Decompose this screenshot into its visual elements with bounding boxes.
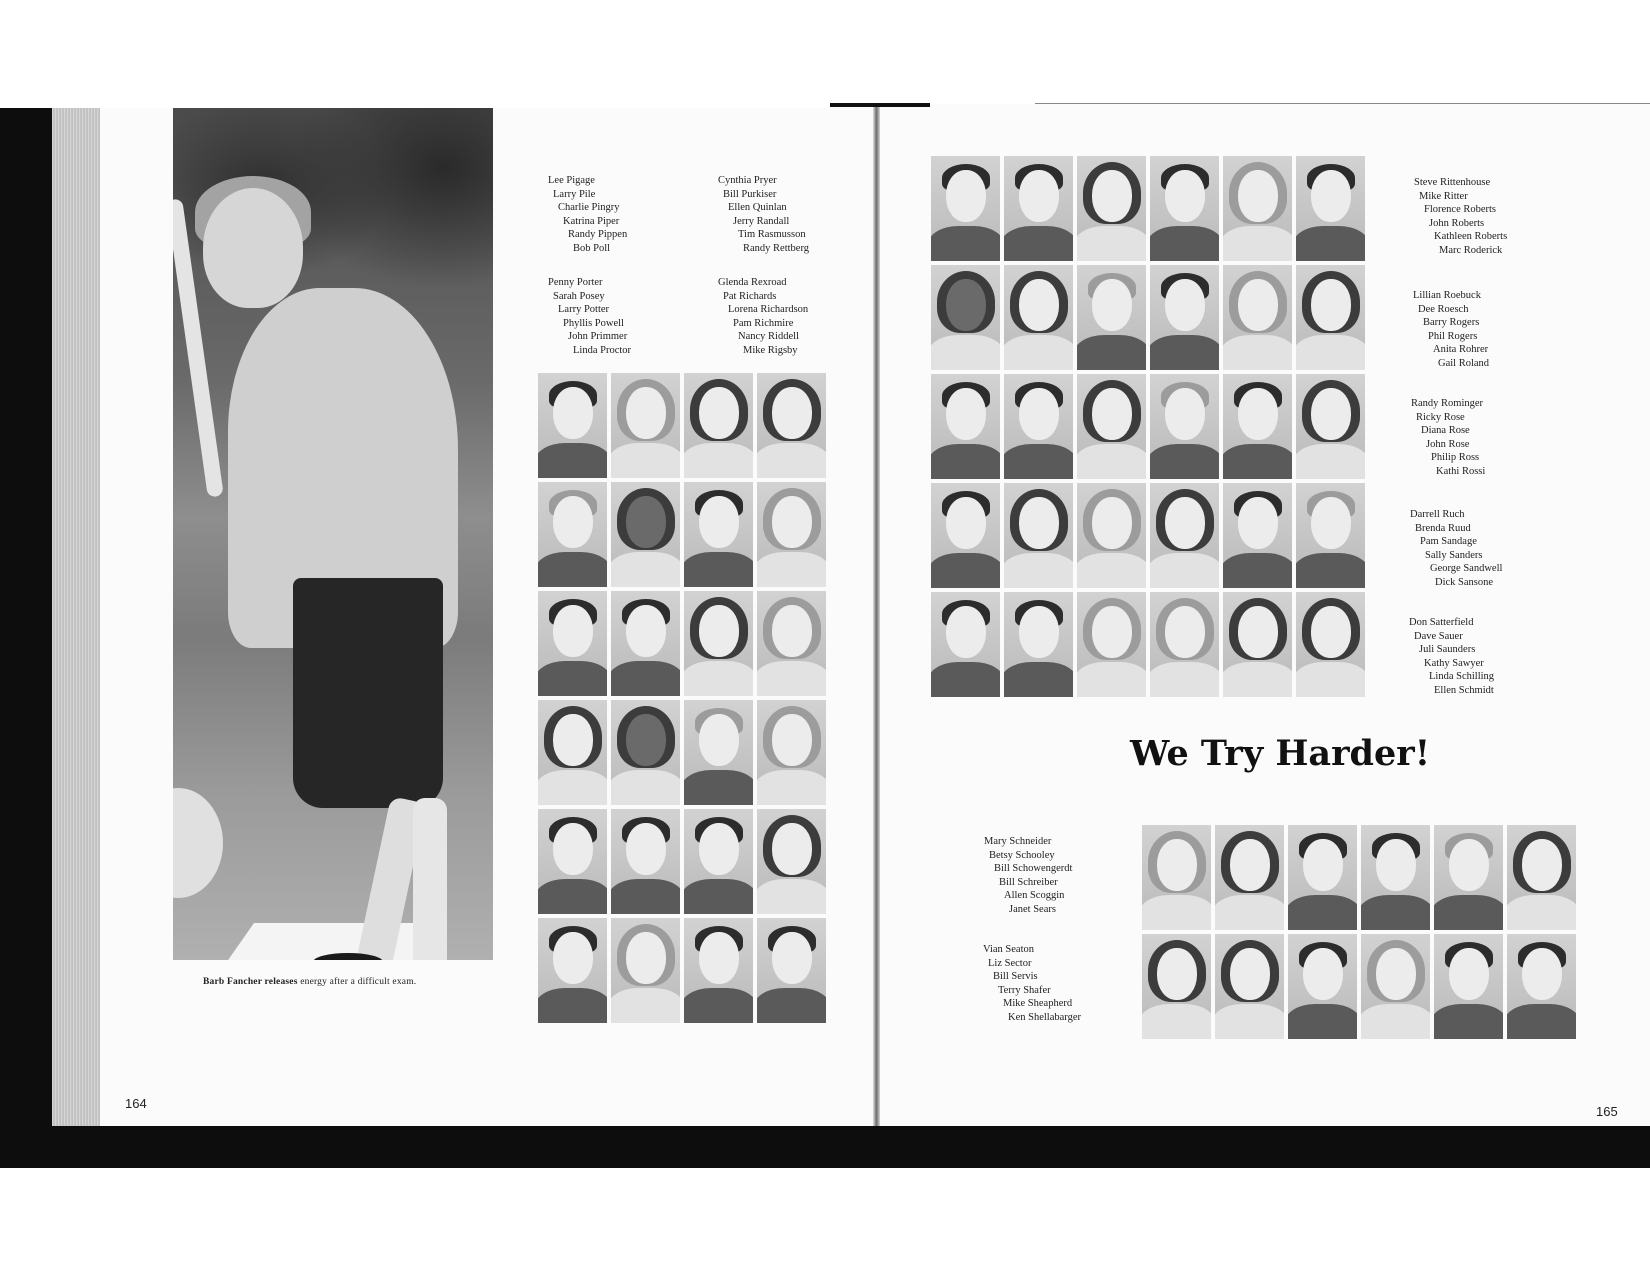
name-item: Pat Richards [723, 290, 777, 302]
name-item: Allen Scoggin [1004, 890, 1065, 902]
name-item: Nancy Riddell [738, 331, 799, 343]
name-item: Randy Rettberg [743, 242, 810, 254]
portrait-photo [684, 809, 753, 914]
page-headline: We Try Harder! [1130, 733, 1431, 774]
name-item: Pam Richmire [733, 317, 794, 329]
name-item: Phil Rogers [1428, 330, 1478, 342]
portrait-photo [757, 700, 826, 805]
page-top-edge [1035, 103, 1650, 104]
name-item: Larry Pile [553, 188, 596, 200]
portrait-photo [611, 373, 680, 478]
name-item: Penny Porter [548, 277, 603, 288]
portrait-photo [1296, 265, 1365, 370]
name-item: Diana Rose [1421, 425, 1470, 437]
portrait-photo [757, 591, 826, 696]
portrait-photo [684, 373, 753, 478]
portrait-photo [1296, 483, 1365, 588]
name-item: Ellen Quinlan [728, 202, 787, 214]
portrait-photo [1077, 156, 1146, 261]
name-item: Gail Roland [1438, 357, 1490, 369]
name-item: Janet Sears [1009, 903, 1056, 915]
name-item: Bill Schreiber [999, 876, 1058, 888]
name-item: Dave Sauer [1414, 630, 1463, 642]
portrait-photo [931, 483, 1000, 588]
caption-text: energy after a difficult exam. [300, 977, 417, 987]
portrait-photo [1507, 934, 1576, 1039]
portrait-photo [931, 156, 1000, 261]
portrait-photo [1296, 156, 1365, 261]
name-list-right-3 [1411, 397, 1485, 479]
name-item: Liz Sector [988, 957, 1032, 969]
name-item: Bill Servis [993, 971, 1038, 983]
portrait-photo [1288, 825, 1357, 930]
name-item: Charlie Pingry [558, 202, 620, 214]
name-list-right-1 [1414, 176, 1507, 258]
name-item: Lorena Richardson [728, 304, 809, 316]
name-item: Sally Sanders [1425, 549, 1483, 561]
portrait-photo [1361, 825, 1430, 930]
caption-bold: Barb Fancher releases [203, 977, 298, 987]
name-list-left-2 [718, 174, 809, 256]
portrait-photo [1361, 934, 1430, 1039]
name-item: Pam Sandage [1420, 536, 1477, 548]
name-item: Kathleen Roberts [1434, 231, 1508, 243]
name-item: John Roberts [1429, 217, 1485, 229]
portrait-photo [1223, 483, 1292, 588]
name-list-right-4 [1410, 508, 1502, 590]
portrait-photo [1215, 825, 1284, 930]
portrait-photo [684, 700, 753, 805]
page-number-left: 164 [125, 1096, 147, 1111]
portrait-photo [1142, 934, 1211, 1039]
portrait-photo [1434, 825, 1503, 930]
portrait-photo [1223, 156, 1292, 261]
portrait-photo [611, 591, 680, 696]
portrait-photo [684, 591, 753, 696]
portrait-photo [1004, 374, 1073, 479]
portrait-photo [1150, 374, 1219, 479]
name-item: Ellen Schmidt [1434, 684, 1494, 696]
name-item: Kathy Sawyer [1424, 657, 1484, 669]
portrait-photo [538, 809, 607, 914]
name-item: John Rose [1426, 438, 1470, 450]
name-item: Glenda Rexroad [718, 277, 787, 288]
portrait-photo [1296, 592, 1365, 697]
name-item: Larry Potter [558, 304, 610, 316]
name-item: Betsy Schooley [989, 849, 1055, 861]
name-item: Don Satterfield [1409, 617, 1474, 628]
name-item: Philip Ross [1431, 452, 1480, 464]
portrait-photo [1077, 374, 1146, 479]
name-item: Phyllis Powell [563, 317, 624, 329]
name-list-left-1 [548, 174, 627, 256]
name-list-right-6 [984, 835, 1072, 917]
name-item: Marc Roderick [1439, 244, 1503, 256]
name-item: Lee Pigage [548, 175, 595, 186]
portrait-photo [1150, 483, 1219, 588]
portrait-photo [757, 482, 826, 587]
name-item: Mary Schneider [984, 836, 1052, 847]
name-item: Terry Shafer [998, 984, 1051, 996]
name-item: Mike Sheapherd [1003, 998, 1073, 1010]
batter-photo [173, 108, 493, 960]
portrait-photo [1150, 265, 1219, 370]
portrait-photo [1223, 374, 1292, 479]
name-item: Mike Ritter [1419, 190, 1468, 202]
name-list-right-7 [983, 943, 1081, 1025]
name-item: Linda Schilling [1429, 671, 1495, 683]
name-item: Bill Purkiser [723, 188, 777, 200]
page-number-right: 165 [1596, 1104, 1618, 1119]
name-item: Bill Schowengerdt [994, 863, 1073, 875]
portrait-photo [931, 592, 1000, 697]
portrait-photo [538, 373, 607, 478]
name-item: John Primmer [568, 331, 628, 343]
name-item: Steve Rittenhouse [1414, 177, 1491, 188]
portrait-photo [1077, 265, 1146, 370]
portrait-photo [611, 700, 680, 805]
name-item: Florence Roberts [1424, 204, 1497, 216]
portrait-photo [1223, 265, 1292, 370]
portrait-photo [1223, 592, 1292, 697]
page-top-mark [830, 103, 930, 107]
name-item: Brenda Ruud [1415, 522, 1471, 534]
portrait-photo [1004, 156, 1073, 261]
name-item: Ricky Rose [1416, 411, 1465, 423]
name-item: Randy Rominger [1411, 398, 1484, 409]
portrait-grid-left [538, 373, 826, 1023]
portrait-photo [1004, 592, 1073, 697]
portrait-grid-right-bottom [1142, 825, 1576, 1039]
portrait-photo [1142, 825, 1211, 930]
portrait-photo [1077, 592, 1146, 697]
portrait-photo [684, 918, 753, 1023]
name-item: Cynthia Pryer [718, 175, 777, 186]
name-item: Vian Seaton [983, 944, 1034, 955]
portrait-photo [1077, 483, 1146, 588]
name-item: Bob Poll [573, 242, 611, 254]
portrait-photo [1215, 934, 1284, 1039]
portrait-photo [611, 809, 680, 914]
name-item: Linda Proctor [573, 344, 632, 356]
name-item: Tim Rasmusson [738, 229, 806, 241]
portrait-photo [1004, 483, 1073, 588]
name-item: Kathi Rossi [1436, 465, 1486, 477]
photo-caption [203, 977, 503, 987]
name-item: Sarah Posey [553, 290, 605, 302]
portrait-photo [538, 700, 607, 805]
portrait-photo [684, 482, 753, 587]
name-list-right-5 [1409, 616, 1494, 698]
name-list-left-4 [718, 276, 808, 358]
name-item: Anita Rohrer [1433, 344, 1489, 356]
portrait-photo [538, 482, 607, 587]
name-item: Dee Roesch [1418, 303, 1469, 315]
name-item: Jerry Randall [733, 215, 790, 227]
portrait-grid-right-top [931, 156, 1365, 697]
portrait-photo [931, 265, 1000, 370]
name-item: Randy Pippen [568, 229, 628, 241]
portrait-photo [1288, 934, 1357, 1039]
portrait-photo [931, 374, 1000, 479]
portrait-photo [757, 373, 826, 478]
portrait-photo [1150, 156, 1219, 261]
name-item: Mike Rigsby [743, 344, 798, 356]
name-item: Katrina Piper [563, 215, 620, 227]
portrait-photo [1004, 265, 1073, 370]
name-item: Lillian Roebuck [1413, 290, 1481, 301]
portrait-photo [538, 918, 607, 1023]
name-item: Ken Shellabarger [1008, 1011, 1081, 1023]
portrait-photo [611, 918, 680, 1023]
name-item: Darrell Ruch [1410, 509, 1465, 520]
name-list-right-2 [1413, 289, 1489, 371]
portrait-photo [1507, 825, 1576, 930]
name-item: Dick Sansone [1435, 576, 1494, 588]
book-spine [873, 104, 880, 1126]
portrait-photo [611, 482, 680, 587]
portrait-photo [757, 809, 826, 914]
portrait-photo [1434, 934, 1503, 1039]
portrait-photo [538, 591, 607, 696]
portrait-photo [757, 918, 826, 1023]
name-item: Juli Saunders [1419, 644, 1476, 656]
name-item: Barry Rogers [1423, 317, 1480, 329]
portrait-photo [1150, 592, 1219, 697]
name-list-left-3 [548, 276, 631, 358]
portrait-photo [1296, 374, 1365, 479]
name-item: George Sandwell [1430, 563, 1503, 575]
